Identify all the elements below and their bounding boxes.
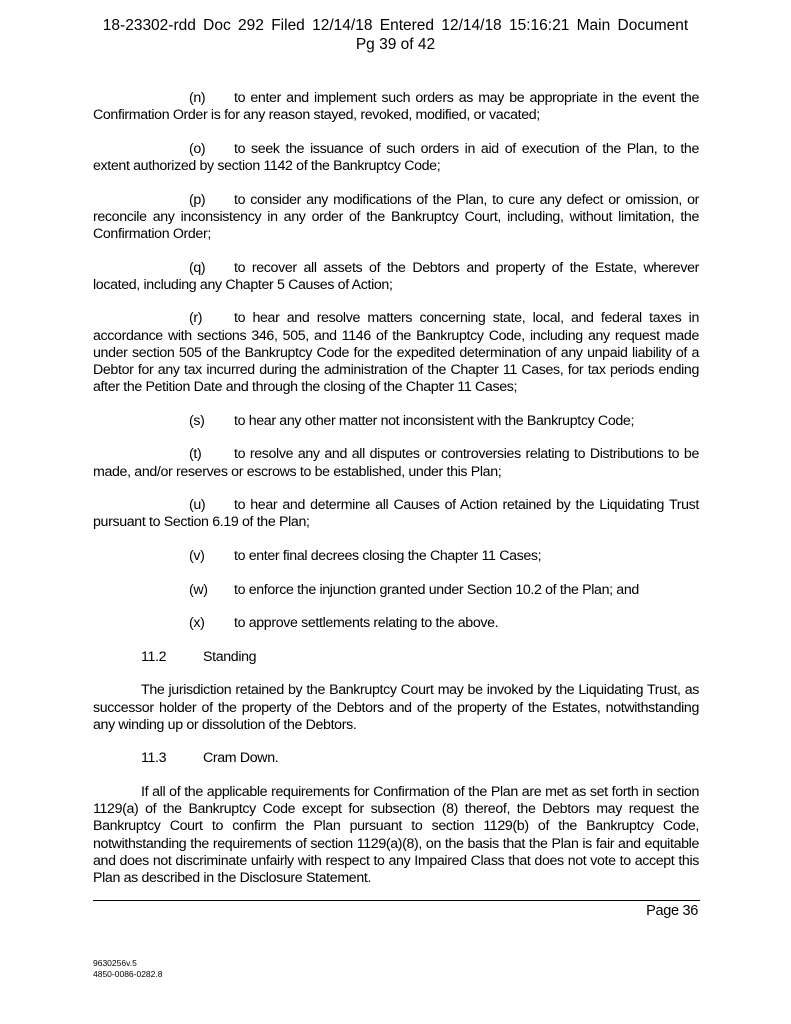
list-item-n	[93, 90, 699, 124]
section-paragraph-cram-down: If all of the applicable requirements for Confirmation of the Plan are met as set forth in section 1129(a) of the Bankruptcy Code except for subsection (8) thereof, the Debtors may request the Bankruptcy Court to confirm the Plan pursuant to section 1129(b) of the Bankruptcy Code, notwithstanding the requirements of section 1129(a)(8), on the basis that the Plan is fair and equitable and does not discriminate unfairly with respect to any Impaired Class that does not vote to accept this Plan as described in the Disclosure Statement.	[93, 783, 699, 886]
list-item-label: (s)	[189, 412, 205, 429]
list-item-label: (u)	[189, 497, 206, 514]
footer-divider	[93, 900, 700, 901]
list-item-label: (p)	[189, 191, 206, 208]
list-item-label: (r)	[189, 310, 203, 327]
list-item-q	[93, 260, 699, 294]
list-item-label: (q)	[189, 259, 206, 276]
list-item-text: to hear any other matter not inconsistent with the Bankruptcy Code;	[234, 412, 635, 429]
list-item-t	[93, 446, 699, 480]
list-item-s	[93, 413, 699, 430]
list-item-label: (o)	[189, 140, 206, 157]
section-number: 11.2	[141, 648, 167, 665]
list-item-text: to enforce the injunction granted under Section 10.2 of the Plan; and	[234, 581, 639, 598]
list-item-label: (t)	[189, 446, 202, 463]
list-item-text: to hear and determine all Causes of Action retained by the Liquidating Trust pursuant to Section 6.19 of the Plan;	[93, 497, 699, 531]
document-body	[93, 90, 699, 904]
filing-header-line2: Pg 39 of 42	[355, 36, 436, 53]
list-item-text: to recover all assets of the Debtors and property of the Estate, wherever located, including any Chapter 5 Causes of Action;	[93, 259, 699, 293]
list-item-u	[93, 497, 699, 531]
list-item-text: to hear and resolve matters concerning state, local, and federal taxes in accordance with sections 346, 505, and 1146 of the Bankruptcy Code, including any request made under section 505 of the Bankruptcy Code for the expedited determination of any unpaid liability of a Debtor for any tax incurred during the administration of the Chapter 11 Cases, for tax periods ending after the Petition Date and through the closing of the Chapter 11 Cases;	[93, 310, 699, 396]
section-heading-standing	[93, 649, 699, 666]
list-item-w	[93, 582, 699, 599]
section-title: Cram Down.	[203, 750, 279, 767]
list-item-text: to resolve any and all disputes or controversies relating to Distributions to be made, and/or reserves or escrows to be established, under this Plan;	[93, 446, 699, 480]
list-item-v	[93, 548, 699, 565]
list-item-p	[93, 192, 699, 244]
list-item-label: (v)	[189, 547, 205, 564]
list-item-label: (n)	[189, 90, 206, 106]
list-item-text: to seek the issuance of such orders in aid of execution of the Plan, to the extent authorized by section 1142 of the Bankruptcy Code;	[93, 140, 699, 174]
page-number: Page 36	[646, 903, 698, 919]
list-item-text: to enter final decrees closing the Chapter 11 Cases;	[234, 547, 542, 564]
list-item-label: (w)	[189, 581, 208, 598]
section-heading-cram-down	[93, 750, 699, 767]
list-item-label: (x)	[189, 615, 205, 632]
list-item-x	[93, 615, 699, 632]
list-item-o	[93, 141, 699, 175]
footer-document-ids	[93, 958, 162, 979]
list-item-r	[93, 310, 699, 396]
section-number: 11.3	[141, 750, 167, 767]
filing-header	[0, 16, 791, 54]
filing-header-line1: 18-23302-rdd Doc 292 Filed 12/14/18 Entered 12/14/18 15:16:21 Main Document	[102, 17, 689, 34]
section-title: Standing	[203, 648, 257, 665]
list-item-text: to approve settlements relating to the above.	[234, 615, 499, 632]
list-item-text: to enter and implement such orders as may be appropriate in the event the Confirmation Order is for any reason stayed, revoked, modified, or vacated;	[93, 90, 699, 124]
footer-doc-id-1: 9630256v.5	[93, 958, 137, 968]
section-paragraph-standing: The jurisdiction retained by the Bankruptcy Court may be invoked by the Liquidating Trust, as successor holder of the property of the Debtors and of the property of the Estates, notwithstanding any winding up or dissolution of the Debtors.	[93, 682, 699, 733]
footer-doc-id-2: 4850-0086-0282.8	[93, 968, 163, 979]
list-item-text: to consider any modifications of the Plan, to cure any defect or omission, or reconcile any inconsistency in any order of the Bankruptcy Court, including, without limitation, the Confirmation Order;	[93, 191, 699, 242]
